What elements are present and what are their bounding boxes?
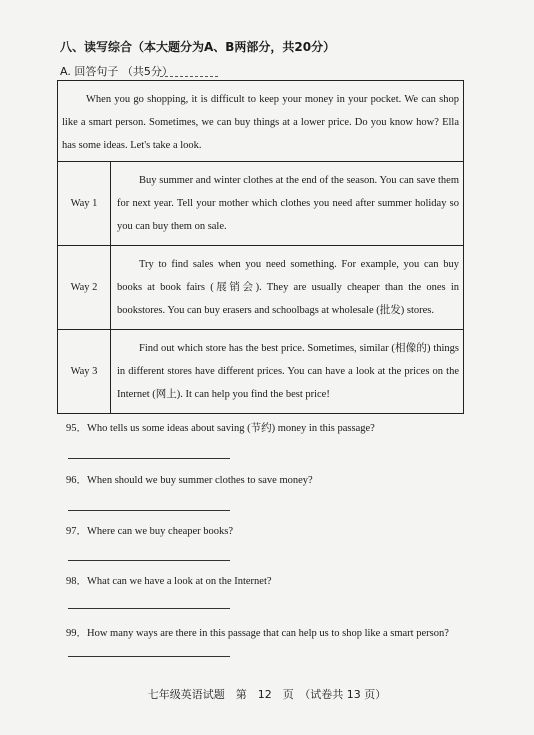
question-99: 99．How many ways are there in this passage that can help us to shop like a smart person? — [66, 628, 449, 639]
part-a-title: A. 回答句子 （共5分） — [60, 65, 173, 78]
way-2-cell — [111, 246, 464, 330]
answer-line-95[interactable] — [68, 458, 230, 459]
answer-line-97[interactable] — [68, 560, 230, 561]
passage-intro-cell — [58, 81, 464, 162]
question-97: 97．Where can we buy cheaper books? — [66, 526, 234, 537]
answer-line-99[interactable] — [68, 656, 230, 657]
way-3-label: Way 3 — [58, 330, 111, 414]
section-title: 八、读写综合（本大题分为A、B两部分，共20分） — [60, 40, 336, 54]
passage-intro: When you go shopping, it is difficult to keep your money in your pocket. We can shop like a smart person. Sometimes, we can buy things at a lower price. Do you know how? Ella has some ideas. Let's take a look. — [62, 93, 459, 151]
way-1-text: Buy summer and winter clothes at the end of the season. You can save them for next year. Tell your mother which clothes you need after summer holiday so you can buy them on sale. — [117, 175, 459, 232]
way-1-cell — [111, 162, 464, 246]
way-2-label: Way 2 — [58, 246, 111, 330]
way-3-cell — [111, 330, 464, 414]
answer-line-98[interactable] — [68, 608, 230, 609]
way-2-text: Try to find sales when you need something. For example, you can buy books at book fairs (展销会). They are usually cheaper than the ones in bookstores. You can buy erasers and schoolbags at wholesale (批发) stores. — [117, 259, 459, 316]
answer-line-96[interactable] — [68, 510, 230, 511]
reading-passage-table — [57, 80, 464, 414]
way-1-label: Way 1 — [58, 162, 111, 246]
way-3-text: Find out which store has the best price. Sometimes, similar (相像的) things in different stores have different prices. You can have a look at the prices on the Internet (网上). It can help you find the best price! — [117, 343, 459, 400]
question-96: 96．When should we buy summer clothes to save money? — [66, 475, 313, 486]
part-title-underline — [160, 76, 218, 77]
question-95: 95．Who tells us some ideas about saving (节约) money in this passage? — [66, 423, 375, 434]
page-footer: 七年级英语试题 第 12 页 （试卷共 13 页） — [147, 688, 387, 701]
question-98: 98．What can we have a look at on the Internet? — [66, 576, 272, 587]
